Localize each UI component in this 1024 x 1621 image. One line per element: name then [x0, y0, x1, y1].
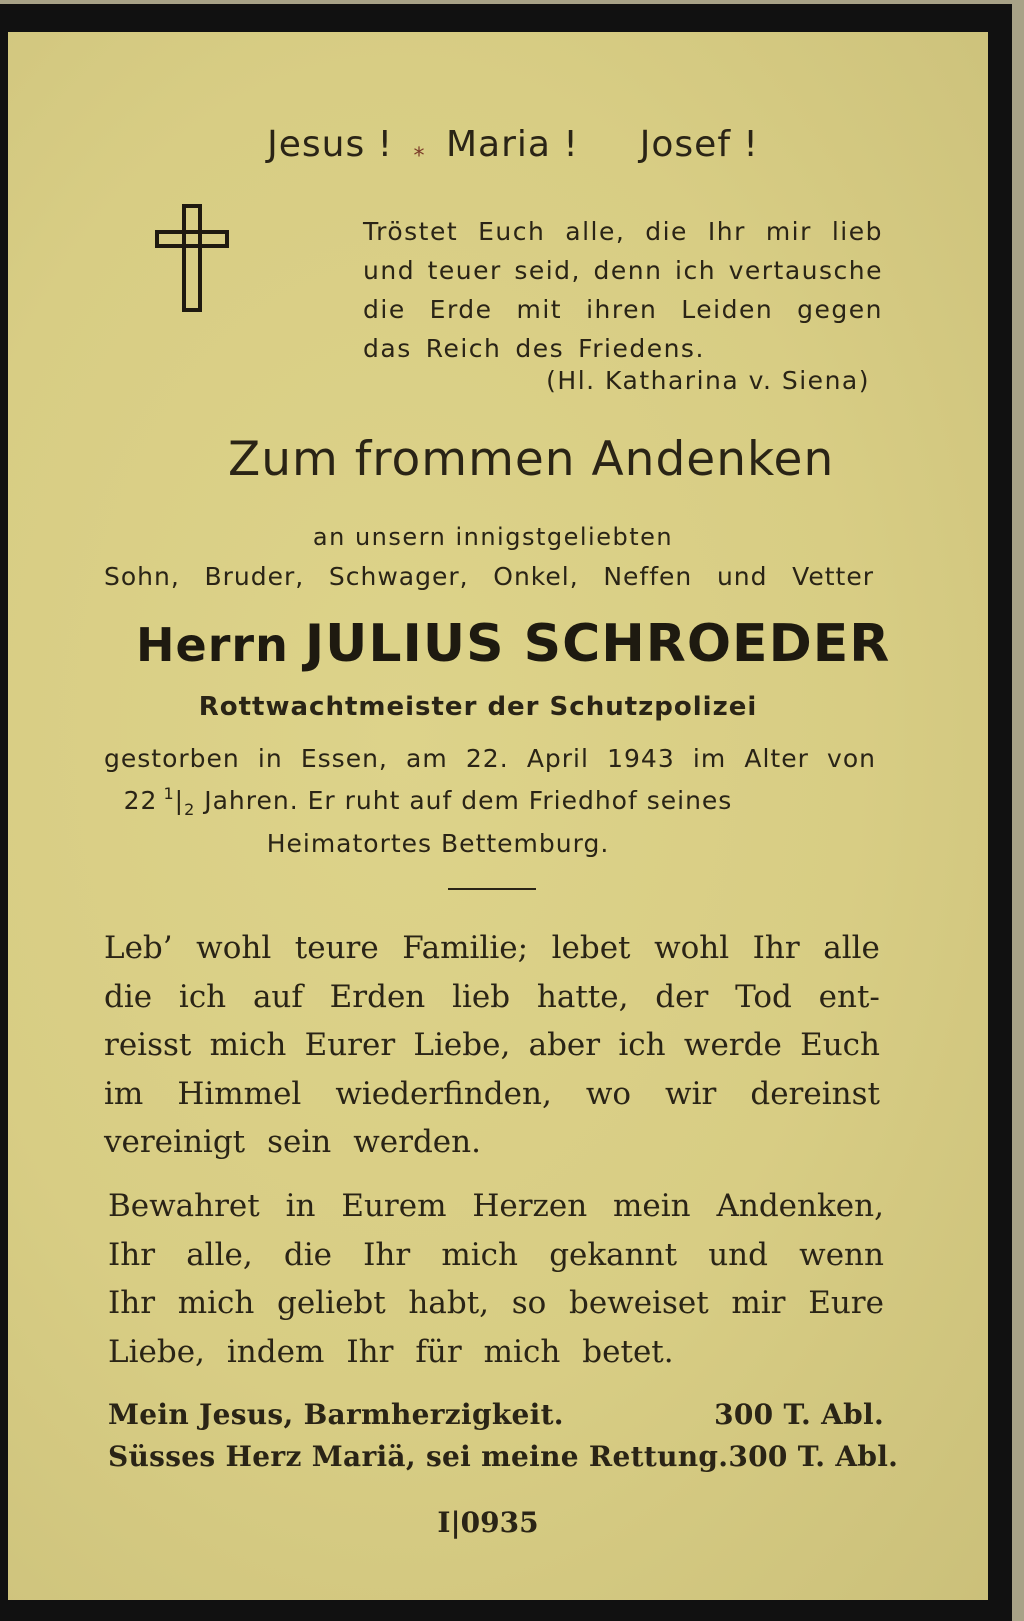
quote-word: Tröstet: [363, 217, 459, 246]
quote-word: Leiden: [681, 295, 774, 324]
quote-word: ihren: [586, 295, 658, 324]
farewell-word: Tod: [735, 978, 792, 1015]
farewell-word: beweiset: [568, 1285, 709, 1321]
death-word: 1943: [607, 744, 675, 773]
text-line: [104, 924, 880, 973]
quote-word: ich: [675, 256, 717, 285]
text-line: [108, 1328, 884, 1377]
farewell-word: ich: [618, 1027, 666, 1063]
age-whole: 22: [123, 786, 158, 815]
text-line: [108, 1182, 884, 1231]
prayer-line-1: [108, 1398, 884, 1431]
memorial-title: Zum frommen Andenken: [228, 432, 835, 487]
dedication-line: an unsern innigstgeliebten: [312, 523, 674, 551]
relative-word: Bruder,: [204, 562, 305, 591]
farewell-word: wiederfinden,: [335, 1075, 552, 1112]
text-line: [104, 1118, 880, 1167]
farewell-word: habt,: [408, 1285, 490, 1321]
farewell-word: aber: [528, 1027, 601, 1063]
relative-word: und: [716, 562, 768, 591]
quote-word: vertausche: [728, 256, 883, 285]
farewell-word: mich: [209, 1027, 287, 1063]
farewell-word: ent-: [818, 978, 880, 1015]
farewell-word: reisst: [104, 1027, 192, 1063]
farewell-word: betet.: [582, 1333, 674, 1370]
quote-word: gegen: [797, 295, 883, 324]
farewell-word: wo: [585, 1075, 632, 1112]
farewell-word: wir: [665, 1075, 717, 1112]
farewell-word: lebet: [551, 930, 631, 966]
farewell-word: Erden: [329, 978, 426, 1015]
rank-line: Rottwachtmeister der Schutzpolizei: [198, 692, 758, 722]
farewell-word: Ihr: [752, 930, 800, 966]
text-line: [108, 1279, 884, 1328]
quote-word: Euch: [478, 217, 546, 246]
death-line-1: [104, 744, 876, 773]
text-line: [363, 329, 883, 368]
prayer-line-2: [108, 1440, 899, 1473]
farewell-word: wenn: [799, 1236, 884, 1273]
farewell-word: Eurem: [341, 1188, 447, 1224]
farewell-word: Ihr: [363, 1236, 411, 1273]
farewell-word: für: [415, 1333, 462, 1370]
quote-word: und: [363, 256, 416, 285]
farewell-word: im: [104, 1075, 144, 1112]
death-word: Essen,: [300, 744, 388, 773]
farewell-word: geliebt: [277, 1285, 386, 1321]
farewell-word: alle,: [186, 1236, 253, 1273]
death-word: gestorben: [104, 744, 240, 773]
invocation-separator: ⁎: [413, 137, 426, 162]
farewell-word: sein: [267, 1124, 332, 1160]
farewell-word: mein: [613, 1188, 691, 1224]
farewell-word: mir: [731, 1285, 786, 1321]
farewell-word: dereinst: [750, 1075, 880, 1112]
quote-word: lieb: [831, 217, 883, 246]
death-line-3: Heimatortes Bettemburg.: [266, 829, 610, 858]
cross-icon: [154, 204, 230, 314]
farewell-word: auf: [252, 978, 303, 1015]
death-word: am: [406, 744, 448, 773]
farewell-word: die: [104, 978, 153, 1015]
farewell-word: gekannt: [549, 1236, 678, 1273]
farewell-word: Herzen: [472, 1188, 588, 1224]
consolation-quote: [363, 212, 883, 368]
farewell-paragraph-1: [104, 924, 880, 1167]
prayer-indulgence: 300 T. Abl.: [728, 1440, 899, 1473]
quote-word: das: [363, 334, 412, 363]
text-line: [104, 1021, 880, 1070]
farewell-word: wohl: [654, 930, 730, 966]
print-code: I|0935: [437, 1506, 539, 1539]
farewell-word: und: [708, 1236, 768, 1273]
farewell-word: werde: [683, 1027, 782, 1063]
invocation-header: [8, 124, 988, 165]
relative-word: Schwager,: [328, 562, 469, 591]
quote-word: des: [515, 334, 565, 363]
death-word: in: [257, 744, 283, 773]
quote-word: mit: [516, 295, 563, 324]
text-line: [108, 1231, 884, 1280]
card-border: [0, 4, 1012, 1621]
quote-word: Reich: [425, 334, 502, 363]
farewell-word: Eure: [808, 1285, 884, 1321]
age-fraction-denominator: 2: [184, 800, 196, 819]
farewell-word: die: [283, 1236, 332, 1273]
farewell-word: teure: [294, 930, 379, 966]
invocation-maria: Maria !: [446, 124, 579, 165]
farewell-word: ich: [178, 978, 227, 1015]
farewell-word: in: [285, 1188, 316, 1224]
death-word: im: [692, 744, 727, 773]
farewell-word: Andenken,: [716, 1188, 884, 1224]
farewell-word: Ihr: [108, 1236, 156, 1273]
quote-word: Friedens.: [578, 334, 705, 363]
farewell-paragraph-2: [108, 1182, 884, 1376]
text-line: [363, 251, 883, 290]
quote-word: die: [645, 217, 688, 246]
death-line-2-text: Jahren. Er ruht auf dem Friedhof seines: [204, 786, 733, 815]
farewell-word: mich: [483, 1333, 561, 1370]
prayer-text: Mein Jesus, Barmherzigkeit.: [108, 1398, 564, 1431]
quote-word: mir: [765, 217, 812, 246]
death-word: von: [827, 744, 876, 773]
quote-word: teuer: [427, 256, 502, 285]
farewell-word: Leb’: [104, 930, 173, 966]
relatives-line: [104, 562, 874, 591]
text-line: [104, 973, 880, 1022]
text-line: [363, 290, 883, 329]
deceased-name: [136, 614, 890, 674]
prayer-text: Süsses Herz Mariä, sei meine Rettung.: [108, 1440, 729, 1473]
age-fraction-numerator: 1: [163, 784, 175, 803]
farewell-word: indem: [226, 1333, 325, 1370]
death-word: 22.: [465, 744, 509, 773]
farewell-word: Ihr: [346, 1333, 394, 1370]
invocation-josef: Josef !: [639, 124, 759, 165]
text-line: [363, 212, 883, 251]
farewell-word: Liebe,: [413, 1027, 511, 1063]
farewell-word: mich: [441, 1236, 519, 1273]
farewell-word: mich: [177, 1285, 255, 1321]
death-word: April: [526, 744, 589, 773]
salutation: Herrn: [136, 618, 289, 672]
quote-word: denn: [593, 256, 663, 285]
death-line-2: 22 $^1|_2$ Jahren. Er ruht auf dem Friedhof seines: [123, 784, 733, 819]
farewell-word: der: [655, 978, 709, 1015]
farewell-word: Euch: [800, 1027, 880, 1063]
farewell-word: vereinigt: [104, 1124, 246, 1160]
prayer-indulgence: 300 T. Abl.: [714, 1398, 884, 1431]
farewell-word: Familie;: [402, 930, 529, 966]
farewell-word: werden.: [353, 1124, 481, 1160]
relative-word: Neffen: [603, 562, 693, 591]
farewell-word: Bewahret: [108, 1188, 260, 1224]
relative-word: Vetter: [792, 562, 874, 591]
full-name: JULIUS SCHROEDER: [304, 614, 891, 674]
quote-source: (Hl. Katharina v. Siena): [546, 366, 870, 395]
farewell-word: Himmel: [177, 1075, 302, 1112]
relative-word: Onkel,: [493, 562, 579, 591]
farewell-word: alle: [823, 930, 880, 966]
farewell-word: hatte,: [536, 978, 629, 1015]
farewell-word: lieb: [452, 978, 511, 1015]
memorial-card: [8, 32, 988, 1600]
quote-word: Ihr: [707, 217, 746, 246]
relative-word: Sohn,: [104, 562, 180, 591]
death-word: Alter: [744, 744, 809, 773]
quote-word: alle,: [565, 217, 626, 246]
farewell-word: so: [511, 1285, 547, 1321]
farewell-word: Eurer: [304, 1027, 396, 1063]
farewell-word: wohl: [196, 930, 272, 966]
quote-word: seid,: [514, 256, 581, 285]
invocation-jesus: Jesus !: [267, 124, 394, 165]
farewell-word: Ihr: [108, 1285, 156, 1321]
quote-word: die: [363, 295, 406, 324]
divider: [448, 888, 536, 890]
text-line: [104, 1070, 880, 1119]
farewell-word: Liebe,: [108, 1333, 205, 1370]
quote-word: Erde: [429, 295, 493, 324]
